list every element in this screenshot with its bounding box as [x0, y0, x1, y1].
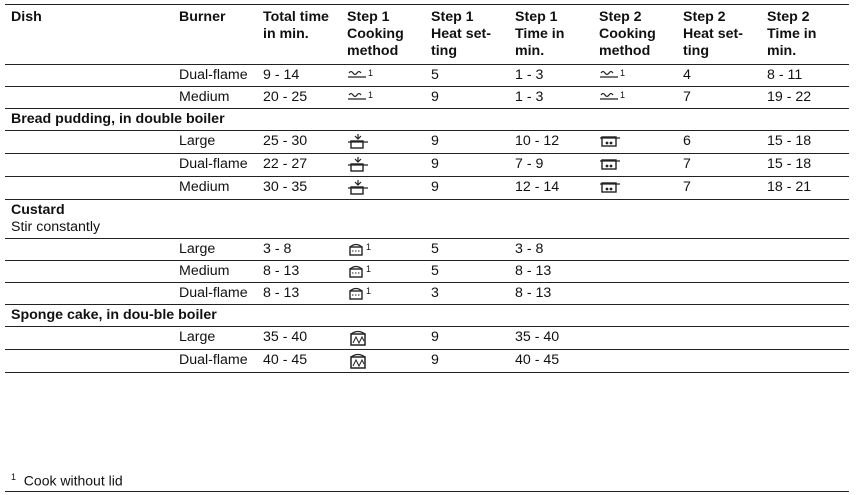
- table-row: [5, 239, 849, 261]
- step1-heat-value: 5: [431, 67, 439, 83]
- step1-time-value: 8 - 13: [515, 285, 552, 301]
- dish-name: Bread pudding, in double boiler: [11, 111, 225, 127]
- step1-time-value: 12 - 14: [515, 179, 560, 195]
- step2-method-cell: [593, 283, 677, 305]
- step2-heat-cell: [677, 87, 761, 109]
- step1-heat-value: 5: [431, 263, 439, 279]
- boil-pot-icon: [347, 133, 369, 151]
- step1-heat-cell: [425, 327, 509, 350]
- header-burner: Burner: [179, 9, 226, 25]
- step1-method-cell: [341, 350, 425, 373]
- burner-cell: [173, 350, 257, 373]
- total-time-value: 9 - 14: [263, 67, 300, 83]
- simmer-icon: [599, 69, 619, 81]
- step2-heat-value: 4: [683, 67, 691, 83]
- step1-time-value: 10 - 12: [515, 133, 560, 149]
- step1-method-cell: [341, 177, 425, 200]
- step1-heat-cell: [425, 239, 509, 261]
- step1-method-cell: [341, 283, 425, 305]
- step1-time-cell: [509, 154, 593, 177]
- table-row: [5, 350, 849, 373]
- step1-time-value: 1 - 3: [515, 67, 544, 83]
- simmer-icon: [347, 91, 367, 103]
- step1-heat-cell: [425, 283, 509, 305]
- step2-heat-cell: [677, 261, 761, 283]
- step1-time-value: 3 - 8: [515, 241, 544, 257]
- footnote-divider: [5, 491, 849, 492]
- step1-heat-value: 9: [431, 179, 439, 195]
- footnote-text: Cook without lid: [23, 472, 123, 489]
- step1-heat-cell: [425, 131, 509, 154]
- step1-method-cell: [341, 261, 425, 283]
- step1-method-cell: [341, 65, 425, 87]
- step2-method-cell: [593, 350, 677, 373]
- table-body: [5, 65, 849, 373]
- burner-value: Dual-flame: [179, 67, 248, 83]
- step1-time-cell: [509, 65, 593, 87]
- step2-method-cell: [593, 65, 677, 87]
- dish-spacer-cell: [5, 283, 173, 305]
- total-time-cell: [257, 87, 341, 109]
- total-time-value: 3 - 8: [263, 241, 292, 257]
- step1-heat-cell: [425, 65, 509, 87]
- step2-heat-value: 7: [683, 179, 691, 195]
- step2-heat-cell: [677, 177, 761, 200]
- dish-spacer-cell: [5, 154, 173, 177]
- step1-heat-value: 9: [431, 89, 439, 105]
- header-step1-heat: Step 1 Heat set-ting: [431, 9, 491, 59]
- step2-method-cell: [593, 177, 677, 200]
- total-time-cell: [257, 283, 341, 305]
- bake-pot-icon: [347, 329, 369, 347]
- step2-method-cell: [593, 154, 677, 177]
- step2-time-cell: [761, 261, 849, 283]
- step1-time-cell: [509, 327, 593, 350]
- step2-time-cell: [761, 239, 849, 261]
- step1-method-cell: [341, 239, 425, 261]
- step2-heat-cell: [677, 350, 761, 373]
- step1-time-value: 40 - 45: [515, 352, 560, 368]
- footnote-ref: 1: [620, 68, 626, 78]
- step1-heat-value: 9: [431, 329, 439, 345]
- dish-name-cell: [5, 109, 849, 131]
- header-total-time: Total time in min.: [263, 9, 329, 42]
- step2-method-cell: [593, 239, 677, 261]
- table-row: [5, 283, 849, 305]
- dish-spacer-cell: [5, 261, 173, 283]
- step2-heat-cell: [677, 239, 761, 261]
- table-row: [5, 154, 849, 177]
- header-row: [5, 5, 849, 65]
- total-time-cell: [257, 261, 341, 283]
- header-step2-time: Step 2 Time in min.: [767, 9, 817, 59]
- dish-spacer-cell: [5, 327, 173, 350]
- step2-time-cell: [761, 87, 849, 109]
- header-step1-time: Step 1 Time in min.: [515, 9, 565, 59]
- total-time-value: 30 - 35: [263, 179, 308, 195]
- step1-time-cell: [509, 261, 593, 283]
- table-row: [5, 327, 849, 350]
- step2-time-cell: [761, 283, 849, 305]
- step2-time-cell: [761, 154, 849, 177]
- burner-value: Large: [179, 329, 216, 345]
- footnote-mark: 1: [11, 472, 17, 482]
- burner-cell: [173, 327, 257, 350]
- burner-value: Medium: [179, 89, 230, 105]
- burner-cell: [173, 239, 257, 261]
- burner-cell: [173, 283, 257, 305]
- step2-time-cell: [761, 350, 849, 373]
- step2-method-cell: [593, 261, 677, 283]
- double-boiler-icon: [599, 179, 621, 195]
- total-time-cell: [257, 65, 341, 87]
- dish-spacer-cell: [5, 131, 173, 154]
- total-time-cell: [257, 327, 341, 350]
- step2-time-value: 18 - 21: [767, 179, 812, 195]
- burner-value: Dual-flame: [179, 285, 248, 301]
- boil-pot-icon: [347, 156, 369, 174]
- table-row: [5, 261, 849, 283]
- step2-time-cell: [761, 131, 849, 154]
- step1-time-value: 7 - 9: [515, 156, 544, 172]
- header-step1-method: Step 1 Cooking method: [347, 9, 404, 59]
- step1-heat-value: 9: [431, 352, 439, 368]
- burner-value: Large: [179, 133, 216, 149]
- covered-pot-icon: [347, 286, 365, 300]
- dish-spacer-cell: [5, 87, 173, 109]
- dish-name-cell: [5, 305, 849, 327]
- total-time-cell: [257, 350, 341, 373]
- header-dish: Dish: [11, 9, 42, 25]
- step2-heat-cell: [677, 65, 761, 87]
- step1-time-value: 8 - 13: [515, 263, 552, 279]
- total-time-value: 35 - 40: [263, 329, 308, 345]
- step2-time-value: 19 - 22: [767, 89, 812, 105]
- total-time-cell: [257, 131, 341, 154]
- step2-heat-cell: [677, 131, 761, 154]
- total-time-value: 25 - 30: [263, 133, 308, 149]
- table-row: [5, 87, 849, 109]
- step1-time-cell: [509, 87, 593, 109]
- step1-heat-value: 9: [431, 156, 439, 172]
- footnote-ref: 1: [368, 68, 374, 78]
- step1-heat-cell: [425, 350, 509, 373]
- step1-time-cell: [509, 131, 593, 154]
- footnote-ref: 1: [366, 286, 372, 296]
- burner-value: Dual-flame: [179, 156, 248, 172]
- footnote: [11, 472, 123, 489]
- burner-cell: [173, 87, 257, 109]
- dish-name: Sponge cake, in dou-ble boiler: [11, 307, 217, 323]
- step1-time-value: 35 - 40: [515, 329, 560, 345]
- total-time-cell: [257, 177, 341, 200]
- table-row: [5, 65, 849, 87]
- step1-method-cell: [341, 327, 425, 350]
- burner-cell: [173, 154, 257, 177]
- simmer-icon: [347, 69, 367, 81]
- step1-time-value: 1 - 3: [515, 89, 544, 105]
- step2-method-cell: [593, 131, 677, 154]
- dish-name-cell: [5, 200, 849, 239]
- covered-pot-icon: [347, 264, 365, 278]
- table-row: [5, 177, 849, 200]
- step2-time-cell: [761, 327, 849, 350]
- step2-time-value: 15 - 18: [767, 133, 812, 149]
- burner-value: Medium: [179, 263, 230, 279]
- step2-method-cell: [593, 87, 677, 109]
- burner-cell: [173, 131, 257, 154]
- double-boiler-icon: [599, 133, 621, 149]
- dish-spacer-cell: [5, 177, 173, 200]
- total-time-value: 20 - 25: [263, 89, 308, 105]
- step1-method-cell: [341, 154, 425, 177]
- burner-value: Large: [179, 241, 216, 257]
- footnote-ref: 1: [620, 90, 626, 100]
- step1-time-cell: [509, 350, 593, 373]
- total-time-value: 8 - 13: [263, 285, 300, 301]
- total-time-value: 22 - 27: [263, 156, 308, 172]
- dish-spacer-cell: [5, 65, 173, 87]
- dish-row: [5, 305, 849, 327]
- footnote-ref: 1: [368, 90, 374, 100]
- step2-heat-cell: [677, 283, 761, 305]
- step1-time-cell: [509, 283, 593, 305]
- double-boiler-icon: [599, 156, 621, 172]
- step1-heat-value: 3: [431, 285, 439, 301]
- step2-time-value: 15 - 18: [767, 156, 812, 172]
- bake-pot-icon: [347, 352, 369, 370]
- step2-time-cell: [761, 65, 849, 87]
- total-time-cell: [257, 239, 341, 261]
- step1-time-cell: [509, 239, 593, 261]
- burner-cell: [173, 261, 257, 283]
- header-step2-heat: Step 2 Heat set-ting: [683, 9, 743, 59]
- dish-row: [5, 109, 849, 131]
- burner-cell: [173, 177, 257, 200]
- step1-heat-cell: [425, 87, 509, 109]
- dish-spacer-cell: [5, 350, 173, 373]
- covered-pot-icon: [347, 242, 365, 256]
- step1-time-cell: [509, 177, 593, 200]
- table-row: [5, 131, 849, 154]
- step2-heat-value: 7: [683, 156, 691, 172]
- burner-value: Dual-flame: [179, 352, 248, 368]
- step2-time-value: 8 - 11: [767, 67, 803, 83]
- simmer-icon: [599, 91, 619, 103]
- step2-heat-value: 7: [683, 89, 691, 105]
- burner-cell: [173, 65, 257, 87]
- step1-heat-cell: [425, 261, 509, 283]
- total-time-value: 8 - 13: [263, 263, 300, 279]
- step2-time-cell: [761, 177, 849, 200]
- total-time-cell: [257, 154, 341, 177]
- step2-heat-cell: [677, 327, 761, 350]
- burner-value: Medium: [179, 179, 230, 195]
- step1-method-cell: [341, 87, 425, 109]
- footnote-ref: 1: [366, 242, 372, 252]
- step1-heat-value: 5: [431, 241, 439, 257]
- step2-heat-cell: [677, 154, 761, 177]
- step1-method-cell: [341, 131, 425, 154]
- total-time-value: 40 - 45: [263, 352, 308, 368]
- dish-spacer-cell: [5, 239, 173, 261]
- step1-heat-value: 9: [431, 133, 439, 149]
- step1-heat-cell: [425, 154, 509, 177]
- dish-note: Stir constantly: [11, 219, 101, 235]
- step2-method-cell: [593, 327, 677, 350]
- step2-heat-value: 6: [683, 133, 691, 149]
- step1-heat-cell: [425, 177, 509, 200]
- header-step2-method: Step 2 Cooking method: [599, 9, 656, 59]
- dish-row: [5, 200, 849, 239]
- boil-pot-icon: [347, 179, 369, 197]
- cooking-table: [5, 4, 849, 373]
- dish-name: Custard: [11, 202, 65, 218]
- footnote-ref: 1: [366, 264, 372, 274]
